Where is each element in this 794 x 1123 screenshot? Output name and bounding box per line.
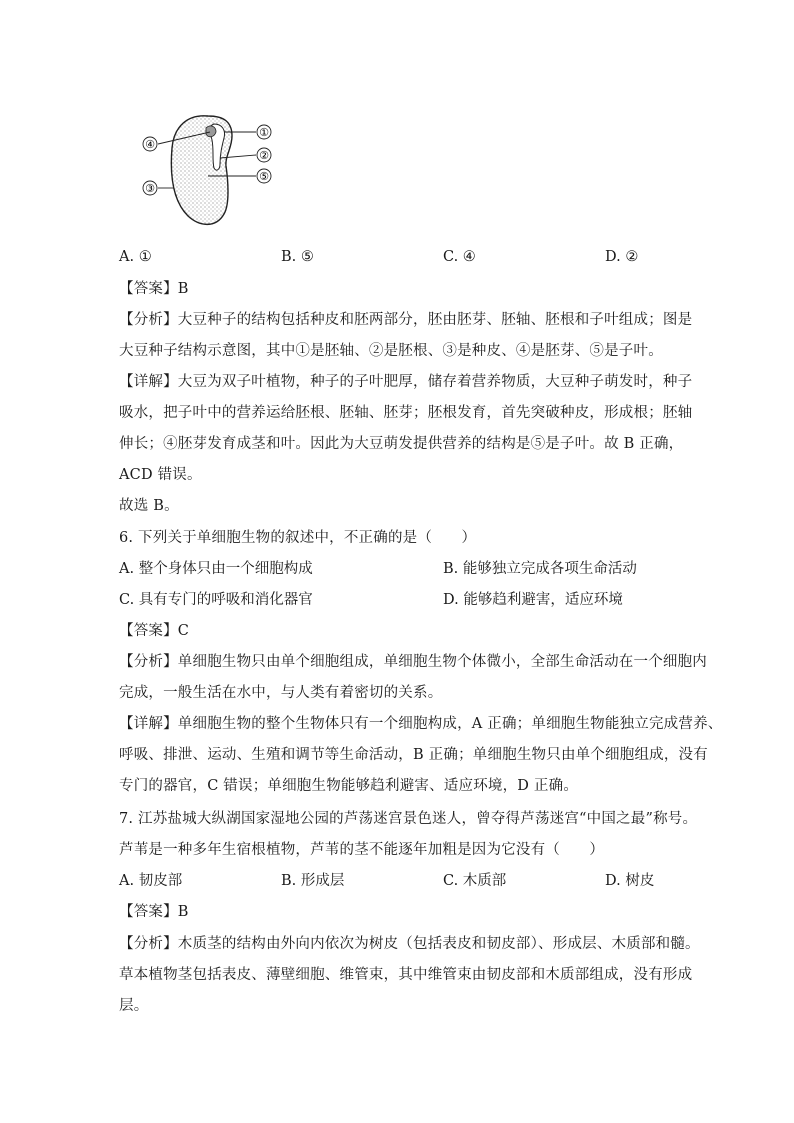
q6-analysis-line: 【分析】单细胞生物只由单个细胞组成，单细胞生物个体微小，全部生命活动在一个细胞内: [119, 654, 707, 670]
svg-text:⑤: ⑤: [259, 170, 269, 183]
q7-analysis-line: 【分析】木质茎的结构由外向内依次为树皮（包括表皮和韧皮部）、形成层、木质部和髓。: [119, 936, 700, 952]
q6-option-d: D. 能够趋利避害，适应环境: [443, 592, 623, 608]
q6-detail-line: 【详解】单细胞生物的整个生物体只有一个细胞构成，A 正确；单细胞生物能独立完成营养、: [119, 716, 723, 732]
q6-answer: 【答案】C: [119, 623, 190, 639]
q7-answer: 【答案】B: [119, 904, 189, 920]
q6-detail-line: 呼吸、排泄、运动、生殖和调节等生命活动，B 正确；单细胞生物只由单个细胞组成，没有: [119, 747, 708, 763]
q6-option-b: B. 能够独立完成各项生命活动: [443, 561, 637, 577]
plumule-shape: [206, 126, 216, 137]
label-2: [257, 148, 271, 162]
q5-conclusion: 故选 B。: [119, 498, 179, 514]
q7-option-a: A. 韧皮部: [119, 873, 183, 889]
q5-detail-line: 伸长；④胚芽发育成茎和叶。因此为大豆萌发提供营养的结构是⑤是子叶。故 B 正确，: [119, 436, 684, 452]
soybean-seed-diagram: [128, 110, 288, 230]
label-5: [257, 169, 271, 183]
q5-detail-line: 【详解】大豆为双子叶植物，种子的子叶肥厚，储存着营养物质，大豆种子萌发时，种子: [119, 374, 693, 390]
q5-option-c: C. ④: [443, 249, 476, 265]
q7-analysis-line: 层。: [119, 998, 149, 1014]
label-1: [257, 125, 271, 139]
q5-answer: 【答案】B: [119, 281, 189, 297]
q6-question: 6. 下列关于单细胞生物的叙述中，不正确的是（ ）: [119, 530, 477, 546]
q7-question-line: 7. 江苏盐城大纵湖国家湿地公园的芦荡迷宫景色迷人，曾夺得芦荡迷宫“中国之最”称号。: [119, 811, 698, 827]
q5-detail-line: ACD 错误。: [119, 467, 202, 483]
q7-analysis-line: 草本植物茎包括表皮、薄壁细胞、维管束，其中维管束由韧皮部和木质部组成，没有形成: [119, 967, 693, 983]
q5-detail-line: 吸水，把子叶中的营养运给胚根、胚轴、胚芽；胚根发育，首先突破种皮，形成根；胚轴: [119, 405, 693, 421]
q5-option-b: B. ⑤: [281, 249, 314, 265]
q7-option-c: C. 木质部: [443, 873, 507, 889]
q7-option-d: D. 树皮: [605, 873, 655, 889]
svg-text:④: ④: [145, 138, 155, 151]
q5-option-a: A. ①: [119, 249, 152, 265]
q6-option-c: C. 具有专门的呼吸和消化器官: [119, 592, 313, 608]
svg-text:③: ③: [145, 182, 155, 195]
q6-option-a: A. 整个身体只由一个细胞构成: [119, 561, 313, 577]
svg-text:②: ②: [259, 149, 269, 162]
q6-analysis-line: 完成，一般生活在水中，与人类有着密切的关系。: [119, 685, 443, 701]
q5-analysis-line: 【分析】大豆种子的结构包括种皮和胚两部分，胚由胚芽、胚轴、胚根和子叶组成；图是: [119, 312, 693, 328]
q5-option-d: D. ②: [605, 249, 639, 265]
svg-text:①: ①: [259, 126, 269, 139]
q6-detail-line: 专门的器官，C 错误；单细胞生物能够趋利避害、适应环境，D 正确。: [119, 778, 579, 794]
q7-question-line: 芦苇是一种多年生宿根植物，芦苇的茎不能逐年加粗是因为它没有（ ）: [119, 842, 605, 858]
q5-analysis-line: 大豆种子结构示意图，其中①是胚轴、②是胚根、③是种皮、④是胚芽、⑤是子叶。: [119, 343, 663, 359]
q7-option-b: B. 形成层: [281, 873, 345, 889]
label-3: [143, 181, 157, 195]
label-4: [143, 137, 157, 151]
